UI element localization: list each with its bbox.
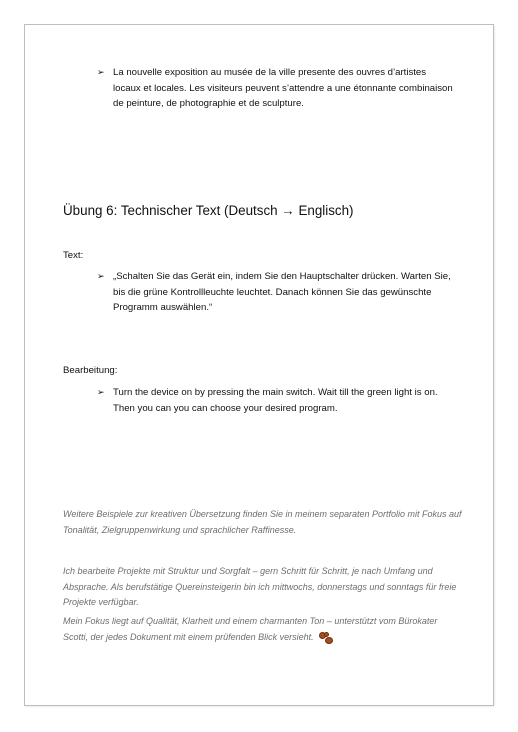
- text-label: Text:: [63, 250, 84, 261]
- note-focus: [63, 614, 463, 645]
- document-page: [24, 24, 494, 706]
- paw-prints-icon: [319, 632, 333, 643]
- arrow-bullet-icon: ➢: [97, 271, 105, 281]
- arrow-bullet-icon: ➢: [97, 387, 105, 397]
- note-portfolio: Weitere Beispiele zur kreativen Übersetzung finden Sie in meinem separaten Portfolio mit Fokus auf Tonalität, Zielgruppenwirkung und sprachlicher Raffinesse.: [63, 509, 462, 535]
- note-availability: Ich bearbeite Projekte mit Struktur und Sorgfalt – gern Schritt für Schritt, je nach Umfang und Absprache. Als berufstätige Quereinsteigerin bin ich mittwochs, donnerstags und sonntags für freie Projekte verfügbar.: [63, 566, 457, 607]
- edit-label: Bearbeitung:: [63, 365, 118, 376]
- bullet-text: „Schalten Sie das Gerät ein, indem Sie den Hauptschalter drücken. Warten Sie, bis die grüne Kontrollleuchte leuchtet. Danach können Sie das gewünschte Programm auswählen.“: [113, 271, 451, 313]
- exercise-heading: Übung 6: Technischer Text (Deutsch → Englisch): [63, 203, 354, 218]
- note-focus-text: Mein Fokus liegt auf Qualität, Klarheit und einem charmanten Ton – unterstützt vom Bürokater Scotti, der jedes Dokument mit einem prüfenden Blick versieht.: [63, 616, 438, 642]
- arrow-bullet-icon: ➢: [97, 67, 105, 77]
- bullet-text: La nouvelle exposition au musée de la ville presente des ouvres d’artistes locaux et locales. Les visiteurs peuvent s’attendre a une étonnante combinaison de peinture, de photographie et de sculpture.: [113, 67, 453, 109]
- bullet-museum-exhibition: [97, 65, 453, 112]
- bullet-source-text: [97, 269, 453, 316]
- bullet-text: Turn the device on by pressing the main switch. Wait till the green light is on. Then you can you can choose your desired program.: [113, 387, 438, 414]
- bullet-translation: [97, 385, 453, 416]
